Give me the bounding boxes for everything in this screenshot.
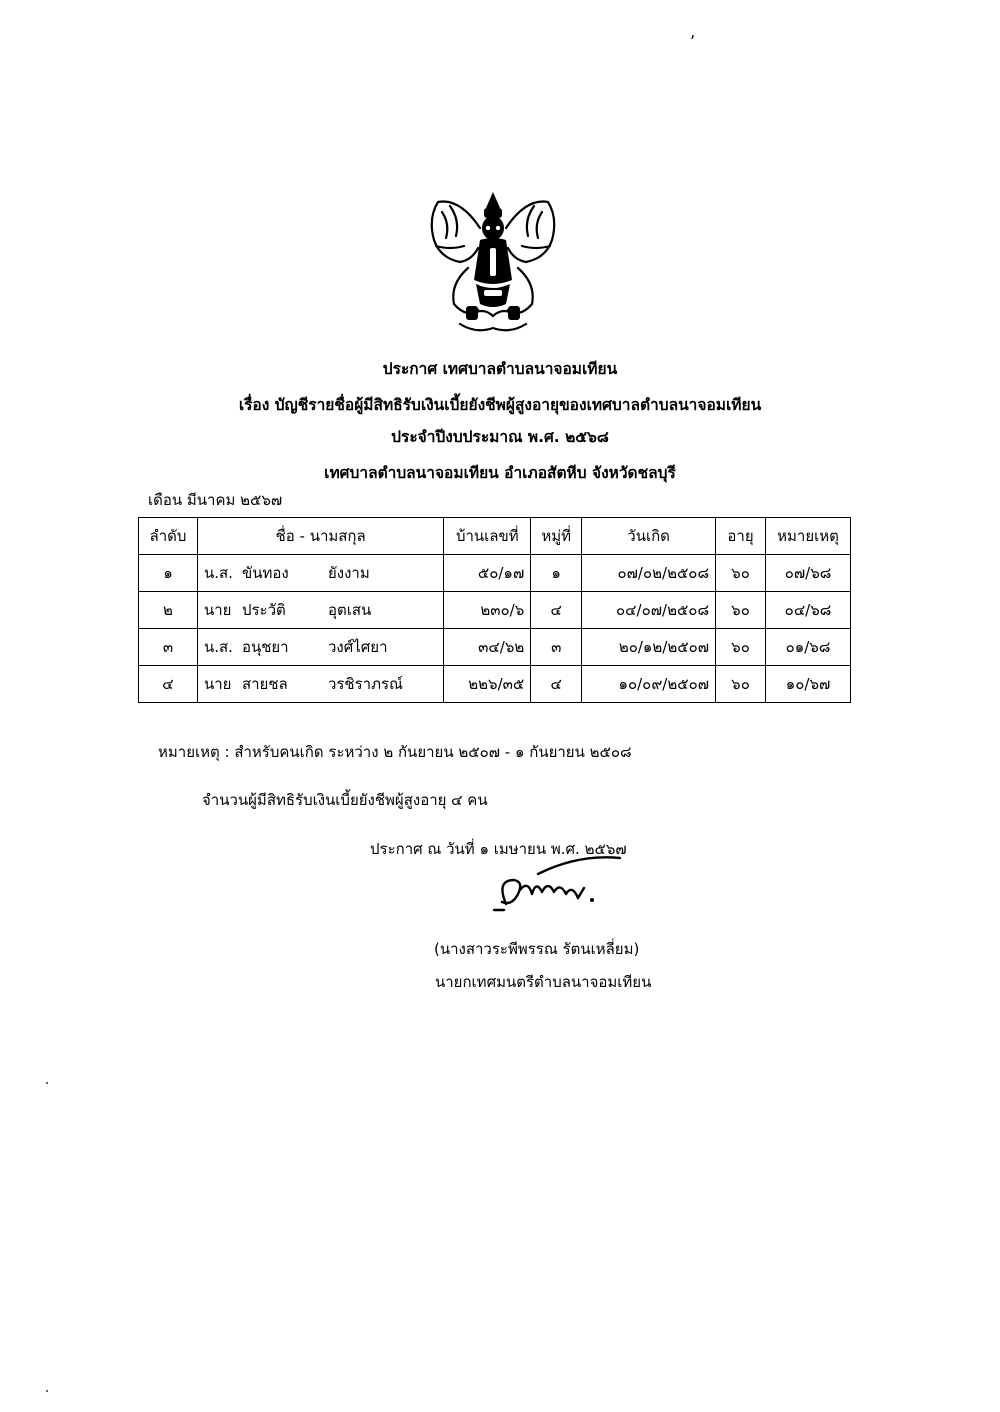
signer-title: นายกเทศมนตรีตำบลนาจอมเทียน [435, 973, 652, 991]
cell-age: ๖๐ [716, 629, 766, 666]
cell-age: ๖๐ [716, 555, 766, 592]
cell-no: ๓ [139, 629, 198, 666]
beneficiary-table [138, 517, 851, 703]
cell-dob: ๒๐/๑๒/๒๕๐๗ [582, 629, 716, 666]
first-name: สายชล [241, 675, 288, 693]
cell-house: ๓๔/๖๒ [444, 629, 531, 666]
cell-name [197, 592, 443, 629]
cell-name [197, 629, 443, 666]
last-name: วรชิราภรณ์ [327, 675, 403, 693]
header-no: ลำดับ [139, 518, 198, 555]
scan-speck [46, 1390, 48, 1392]
name-prefix: นาย [203, 601, 232, 619]
cell-age: ๖๐ [716, 592, 766, 629]
location-line: เทศบาลตำบลนาจอมเทียน อำเภอสัตหีบ จังหวัดชลบุรี [324, 464, 676, 482]
cell-moo: ๑ [531, 555, 582, 592]
first-name: ขันทอง [241, 564, 289, 582]
fiscal-year: ประจำปีงบประมาณ พ.ศ. ๒๕๖๘ [391, 428, 609, 446]
header-house: บ้านเลขที่ [444, 518, 531, 555]
cell-name [197, 666, 443, 703]
cell-house: ๒๒๖/๓๕ [444, 666, 531, 703]
cell-moo: ๔ [531, 666, 582, 703]
last-name: ยังงาม [327, 564, 370, 582]
remark-text: หมายเหตุ : สำหรับคนเกิด ระหว่าง ๒ กันยายน ๒๕๐๗ - ๑ กันยายน ๒๕๐๘ [158, 743, 632, 761]
header-name: ชื่อ - นามสกุล [197, 518, 443, 555]
announcement-subject: เรื่อง บัญชีรายชื่อผู้มีสิทธิรับเงินเบี้ยยังชีพผู้สูงอายุของเทศบาลตำบลนาจอมเทียน [238, 396, 762, 414]
cell-note: ๑๐/๖๗ [766, 666, 851, 703]
first-name: ประวัติ [241, 601, 286, 619]
cell-house: ๒๓๐/๖ [444, 592, 531, 629]
table-row [139, 666, 851, 703]
table-header-row [139, 518, 851, 555]
signer-name: (นางสาวระพีพรรณ รัตนเหลี่ยม) [434, 940, 640, 958]
handwritten-signature [478, 850, 628, 920]
first-name: อนุชยา [241, 638, 289, 656]
cell-name [197, 555, 443, 592]
announcement-title: ประกาศ เทศบาลตำบลนาจอมเทียน [382, 360, 618, 378]
table-row [139, 592, 851, 629]
last-name: อุตเสน [327, 601, 372, 619]
cell-moo: ๓ [531, 629, 582, 666]
cell-note: ๐๗/๖๘ [766, 555, 851, 592]
cell-moo: ๔ [531, 592, 582, 629]
header-age: อายุ [716, 518, 766, 555]
cell-house: ๕๐/๑๗ [444, 555, 531, 592]
margin-mark: ʼ [690, 32, 696, 51]
header-moo: หมู่ที่ [531, 518, 582, 555]
cell-no: ๑ [139, 555, 198, 592]
last-name: วงศ์ไศยา [327, 638, 388, 656]
cell-dob: ๐๗/๐๒/๒๕๐๘ [582, 555, 716, 592]
name-prefix: นาย [203, 675, 232, 693]
cell-note: ๐๔/๖๘ [766, 592, 851, 629]
cell-dob: ๑๐/๐๙/๒๕๐๗ [582, 666, 716, 703]
cell-no: ๔ [139, 666, 198, 703]
beneficiary-count: จำนวนผู้มีสิทธิรับเงินเบี้ยยังชีพผู้สูงอายุ ๔ คน [202, 791, 488, 809]
scan-speck [46, 1082, 48, 1084]
table-row [139, 629, 851, 666]
name-prefix: น.ส. [203, 564, 233, 582]
cell-dob: ๐๔/๐๗/๒๕๐๘ [582, 592, 716, 629]
month-label: เดือน มีนาคม ๒๕๖๗ [148, 491, 283, 509]
table-row [139, 555, 851, 592]
name-prefix: น.ส. [203, 638, 233, 656]
cell-no: ๒ [139, 592, 198, 629]
garuda-emblem [420, 188, 566, 338]
cell-age: ๖๐ [716, 666, 766, 703]
announcement-date: ประกาศ ณ วันที่ ๑ เมษายน พ.ศ. ๒๕๖๗ [370, 840, 627, 858]
header-dob: วันเกิด [582, 518, 716, 555]
cell-note: ๐๑/๖๘ [766, 629, 851, 666]
header-note: หมายเหตุ [766, 518, 851, 555]
